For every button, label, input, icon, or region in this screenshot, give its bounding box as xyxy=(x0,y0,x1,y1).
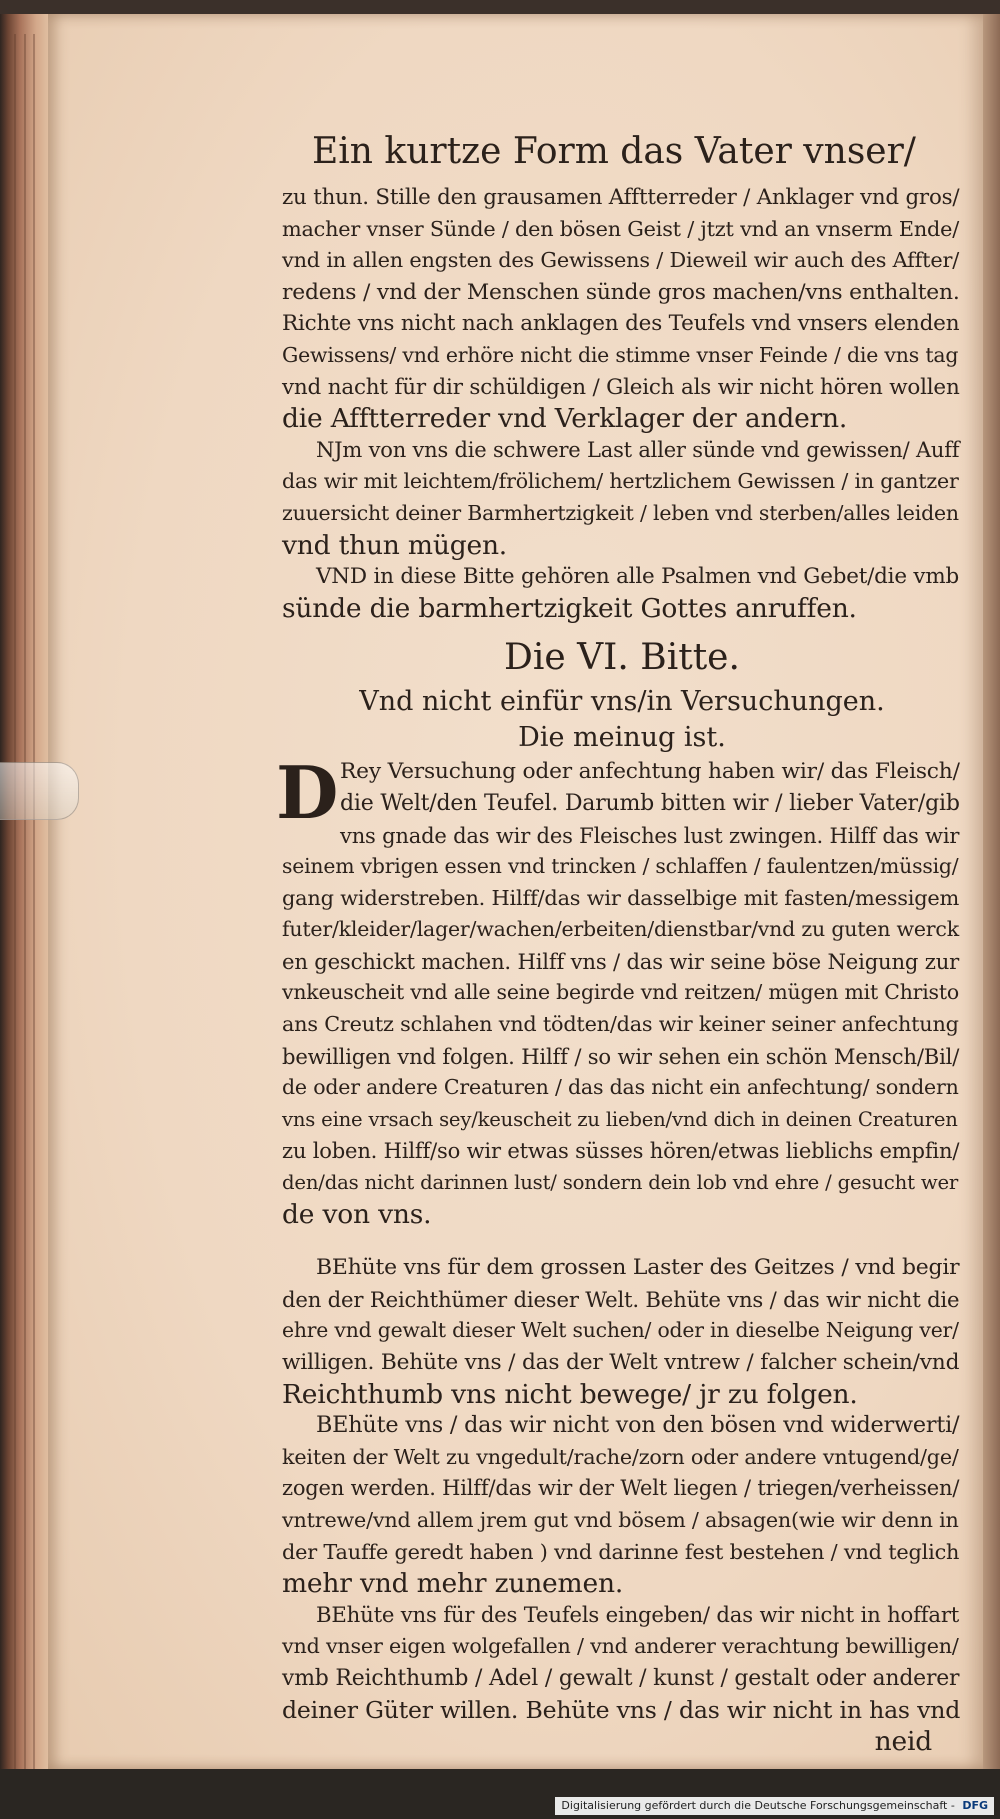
text-line: Gewissens/ vnd erhöre nicht die stimme vnser Feinde / die vns tag xyxy=(282,342,959,367)
text-line: vmb Reichthumb / Adel / gewalt / kunst / gestalt oder anderer xyxy=(282,1665,960,1691)
text-line: futer/kleider/lager/wachen/erbeiten/dienstbar/vnd zu guten werck xyxy=(282,917,959,942)
text-line: seinem vbrigen essen vnd trincken / schlaffen / faulentzen/müssig/ xyxy=(282,854,959,879)
text-line: Richte vns nicht nach anklagen des Teufels vnd vnsers elenden xyxy=(282,311,960,337)
text-line: vns eine vrsach sey/keuscheit zu lieben/vnd dich in deinen Creaturen xyxy=(282,1107,958,1131)
text-line: das wir mit leichtem/frölichem/ hertzlichem Gewissen / in gantzer xyxy=(282,469,959,494)
footer-text: Digitalisierung gefördert durch die Deutsche Forschungsgemeinschaft - xyxy=(561,1799,955,1812)
text-line: BEhüte vns für dem grossen Laster des Geitzes / vnd begir xyxy=(316,1255,960,1281)
running-head: Ein kurtze Form das Vater vnser/ xyxy=(312,131,916,172)
text-line: sünde die barmhertzigkeit Gottes anruffen. xyxy=(282,592,857,624)
text-line: de oder andere Creaturen / das das nicht ein anfechtung/ sondern xyxy=(282,1075,959,1100)
text-line: vnd vnser eigen wolgefallen / vnd anderer verachtung bewilligen/ xyxy=(282,1634,959,1659)
drop-cap-initial: D xyxy=(276,750,339,836)
text-line: keiten der Welt zu vngedult/rache/zorn oder andere vntugend/ge/ xyxy=(282,1444,959,1469)
text-line: vnkeuscheit vnd alle seine begirde vnd reitzen/ mügen mit Christo xyxy=(282,980,959,1005)
page-edge-line xyxy=(24,34,26,1774)
paragraph-2 xyxy=(282,435,962,561)
text-line: vnd nacht für dir schüldigen / Gleich als wir nicht hören wollen xyxy=(282,374,960,400)
text-line: Rey Versuchung oder anfechtung haben wir/ das Fleisch/ xyxy=(340,759,960,785)
text-line: zu loben. Hilff/so wir etwas süsses hören/etwas lieblichs empfin/ xyxy=(282,1138,960,1164)
dfg-logo: DFG xyxy=(962,1799,988,1812)
section-subtitle: Vnd nicht einfür vns/in Versuchungen. xyxy=(359,686,885,718)
text-line: ans Creutz schlahen vnd tödten/das wir keiner seiner anfechtung xyxy=(282,1012,959,1037)
text-line: mehr vnd mehr zunemen. xyxy=(282,1568,624,1600)
paragraph-1 xyxy=(282,182,962,435)
paragraph-6 xyxy=(282,1410,962,1600)
text-line: vnd thun mügen. xyxy=(282,529,508,561)
text-line: ehre vnd gewalt dieser Welt suchen/ oder in dieselbe Neigung ver/ xyxy=(282,1318,959,1343)
text-line: en geschickt machen. Hilff vns / das wir seine böse Neigung zur xyxy=(282,948,960,974)
text-line: macher vnser Sünde / den bösen Geist / jtzt vnd an vnserm Ende/ xyxy=(282,216,960,241)
section-meaning-label: Die meinug ist. xyxy=(518,722,726,754)
text-line: Reichthumb vns nicht bewege/ jr zu folgen. xyxy=(282,1378,858,1410)
paragraph-3 xyxy=(282,561,962,624)
text-line: NJm von vns die schwere Last aller sünde vnd gewissen/ Auff xyxy=(316,437,960,462)
paragraph-5 xyxy=(282,1252,962,1410)
text-line: zuuersicht deiner Barmhertzigkeit / leben vnd sterben/alles leiden xyxy=(282,500,959,525)
text-line: vntrewe/vnd allem jrem gut vnd bösem / absagen(wie wir denn in xyxy=(282,1507,959,1532)
page-edge-line xyxy=(33,34,35,1774)
text-line: de von vns. xyxy=(282,1198,432,1230)
catchword: neid xyxy=(874,1726,932,1758)
text-line: vnd in allen engsten des Gewissens / Dieweil wir auch des Affter/ xyxy=(282,248,960,273)
paragraph-7 xyxy=(282,1600,962,1758)
text-line: zogen werden. Hilff/das wir der Welt liegen / triegen/verheissen/ xyxy=(282,1476,960,1501)
text-line: die Afftterreder vnd Verklager der andern. xyxy=(282,403,848,435)
section-title: Die VI. Bitte. xyxy=(504,637,740,679)
digitization-footer xyxy=(555,1797,994,1815)
page-clip xyxy=(0,762,79,820)
text-line: willigen. Behüte vns / das der Welt vntrew / falcher schein/vnd xyxy=(282,1350,960,1375)
top-edge xyxy=(0,0,1000,14)
text-line: den der Reichthümer dieser Welt. Behüte vns / das wir nicht die xyxy=(282,1286,960,1312)
text-line: zu thun. Stille den grausamen Afftterreder / Anklager vnd gros/ xyxy=(282,185,960,210)
text-line: BEhüte vns / das wir nicht von den bösen vnd widerwerti/ xyxy=(316,1412,960,1439)
text-line: redens / vnd der Menschen sünde gros machen/vns enthalten. xyxy=(282,279,960,305)
text-line: BEhüte vns für des Teufels eingeben/ das wir nicht in hoffart xyxy=(316,1602,960,1628)
paragraph-4 xyxy=(276,750,962,1230)
text-line: der Tauffe geredt haben ) vnd darinne fest bestehen / vnd teglich xyxy=(282,1539,960,1564)
text-line: VND in diese Bitte gehören alle Psalmen vnd Gebet/die vmb xyxy=(316,564,959,590)
page-edge-line xyxy=(14,34,16,1774)
page-text-block xyxy=(276,130,962,1758)
book-spine-edge xyxy=(0,14,48,1769)
text-line: die Welt/den Teufel. Darumb bitten wir / lieber Vater/gib xyxy=(340,790,960,816)
text-line: gang widerstreben. Hilff/das wir dasselbige mit fasten/messigem xyxy=(282,885,960,910)
text-line: vns gnade das wir des Fleisches lust zwingen. Hilff das wir xyxy=(340,822,960,848)
text-line: bewilligen vnd folgen. Hilff / so wir sehen ein schön Mensch/Bil/ xyxy=(282,1043,960,1069)
text-line: deiner Güter willen. Behüte vns / das wir nicht in has vnd xyxy=(282,1695,961,1724)
text-line: den/das nicht darinnen lust/ sondern dein lob vnd ehre / gesucht wer xyxy=(282,1171,959,1195)
paragraph-gap xyxy=(282,1230,962,1252)
